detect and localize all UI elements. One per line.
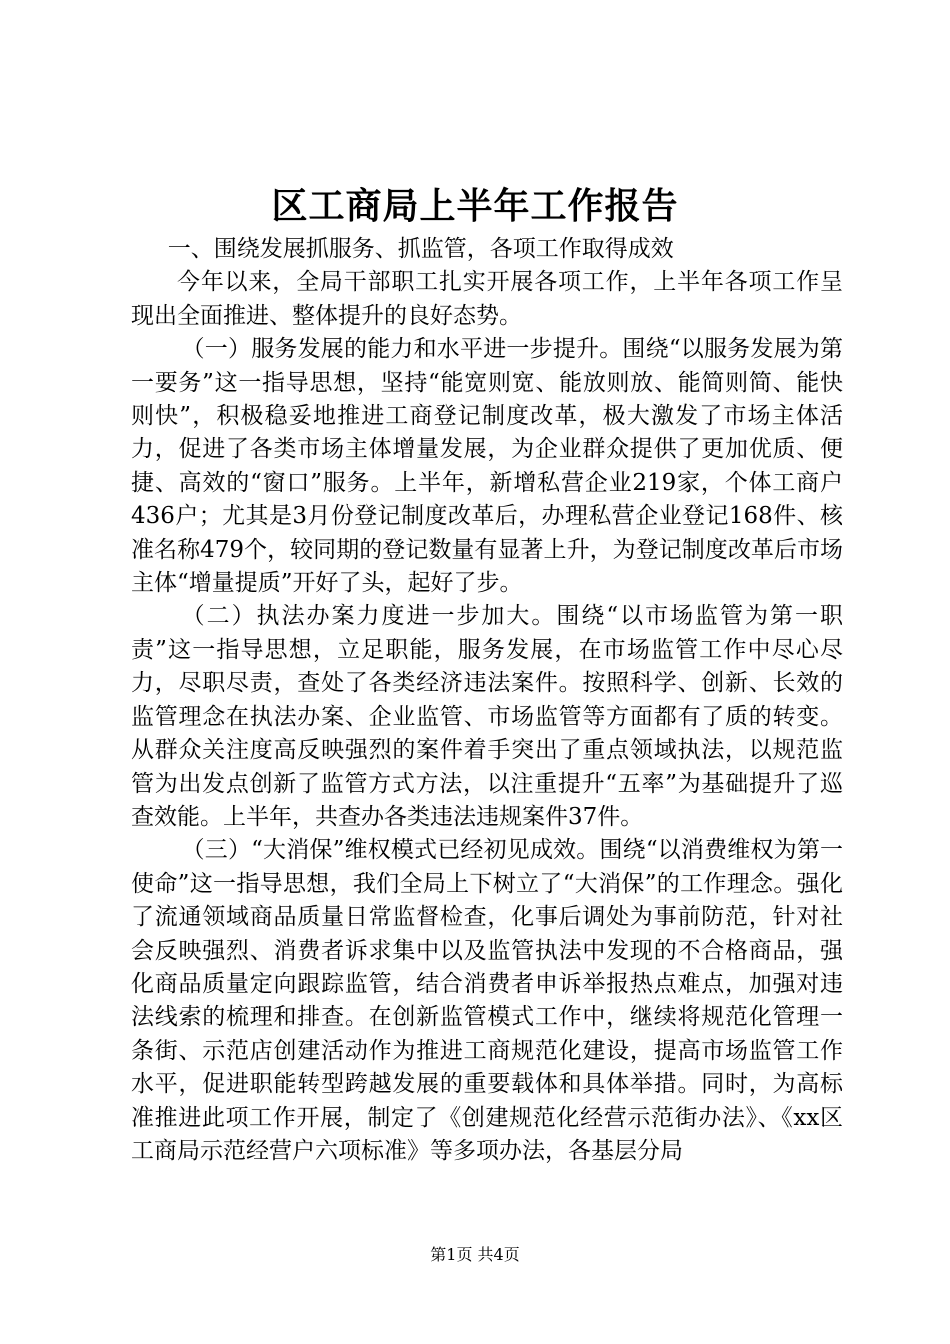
- page-number-footer: 第1页 共4页: [430, 1245, 520, 1264]
- section-heading: 一、围绕发展抓服务、抓监管，各项工作取得成效: [167, 236, 674, 262]
- paragraph-enforcement: （二）执法办案力度进一步加大。围绕“以市场监管为第一职责”这一指导思想，立足职能，服务发展，在市场监管工作中尽心尽力，尽职尽责，查处了各类经济违法案件。按照科学、创新、长效的监管理念在执法办案、企业监管、市场监管等方面都有了质的转变。从群众关注度高反映强烈的案件着手突出了重点领域执法，以规范监管为出发点创新了监管方式方法，以注重提升“五率”为基础提升了巡查效能。上半年，共查办各类违法违规案件37件。: [131, 603, 843, 830]
- paragraph-service: （一）服务发展的能力和水平进一步提升。围绕“以服务发展为第一要务”这一指导思想，坚持“能宽则宽、能放则放、能简则简、能快则快”，积极稳妥地推进工商登记制度改革，极大激发了市场主体活力，促进了各类市场主体增量发展，为企业群众提供了更加优质、便捷、高效的“窗口”服务。上半年，新增私营企业219家，个体工商户436户；尤其是3月份登记制度改革后，办理私营企业登记168件、核准名称479个，较同期的登记数量有显著上升，为登记制度改革后市场主体“增量提质”开好了头，起好了步。: [131, 336, 843, 597]
- document-title: 区工商局上半年工作报告: [271, 185, 679, 227]
- paragraph-consumer-protection: （三）“大消保”维权模式已经初见成效。围绕“以消费维权为第一使命”这一指导思想，我们全局上下树立了“大消保”的工作理念。强化了流通领域商品质量日常监督检查，化事后调处为事前防范，针对社会反映强烈、消费者诉求集中以及监管执法中发现的不合格商品，强化商品质量定向跟踪监管，结合消费者申诉举报热点难点，加强对违法线索的梳理和排查。在创新监管模式工作中，继续将规范化管理一条街、示范店创建活动作为推进工商规范化建设，提高市场监管工作水平，促进职能转型跨越发展的重要载体和具体举措。同时，为高标准推进此项工作开展，制定了《创建规范化经营示范街办法》、《xx区工商局示范经营户六项标准》等多项办法，各基层分局: [131, 837, 843, 1164]
- document-body: [131, 233, 843, 1168]
- paragraph-intro: 今年以来，全局干部职工扎实开展各项工作，上半年各项工作呈现出全面推进、整体提升的良好态势。: [131, 269, 843, 329]
